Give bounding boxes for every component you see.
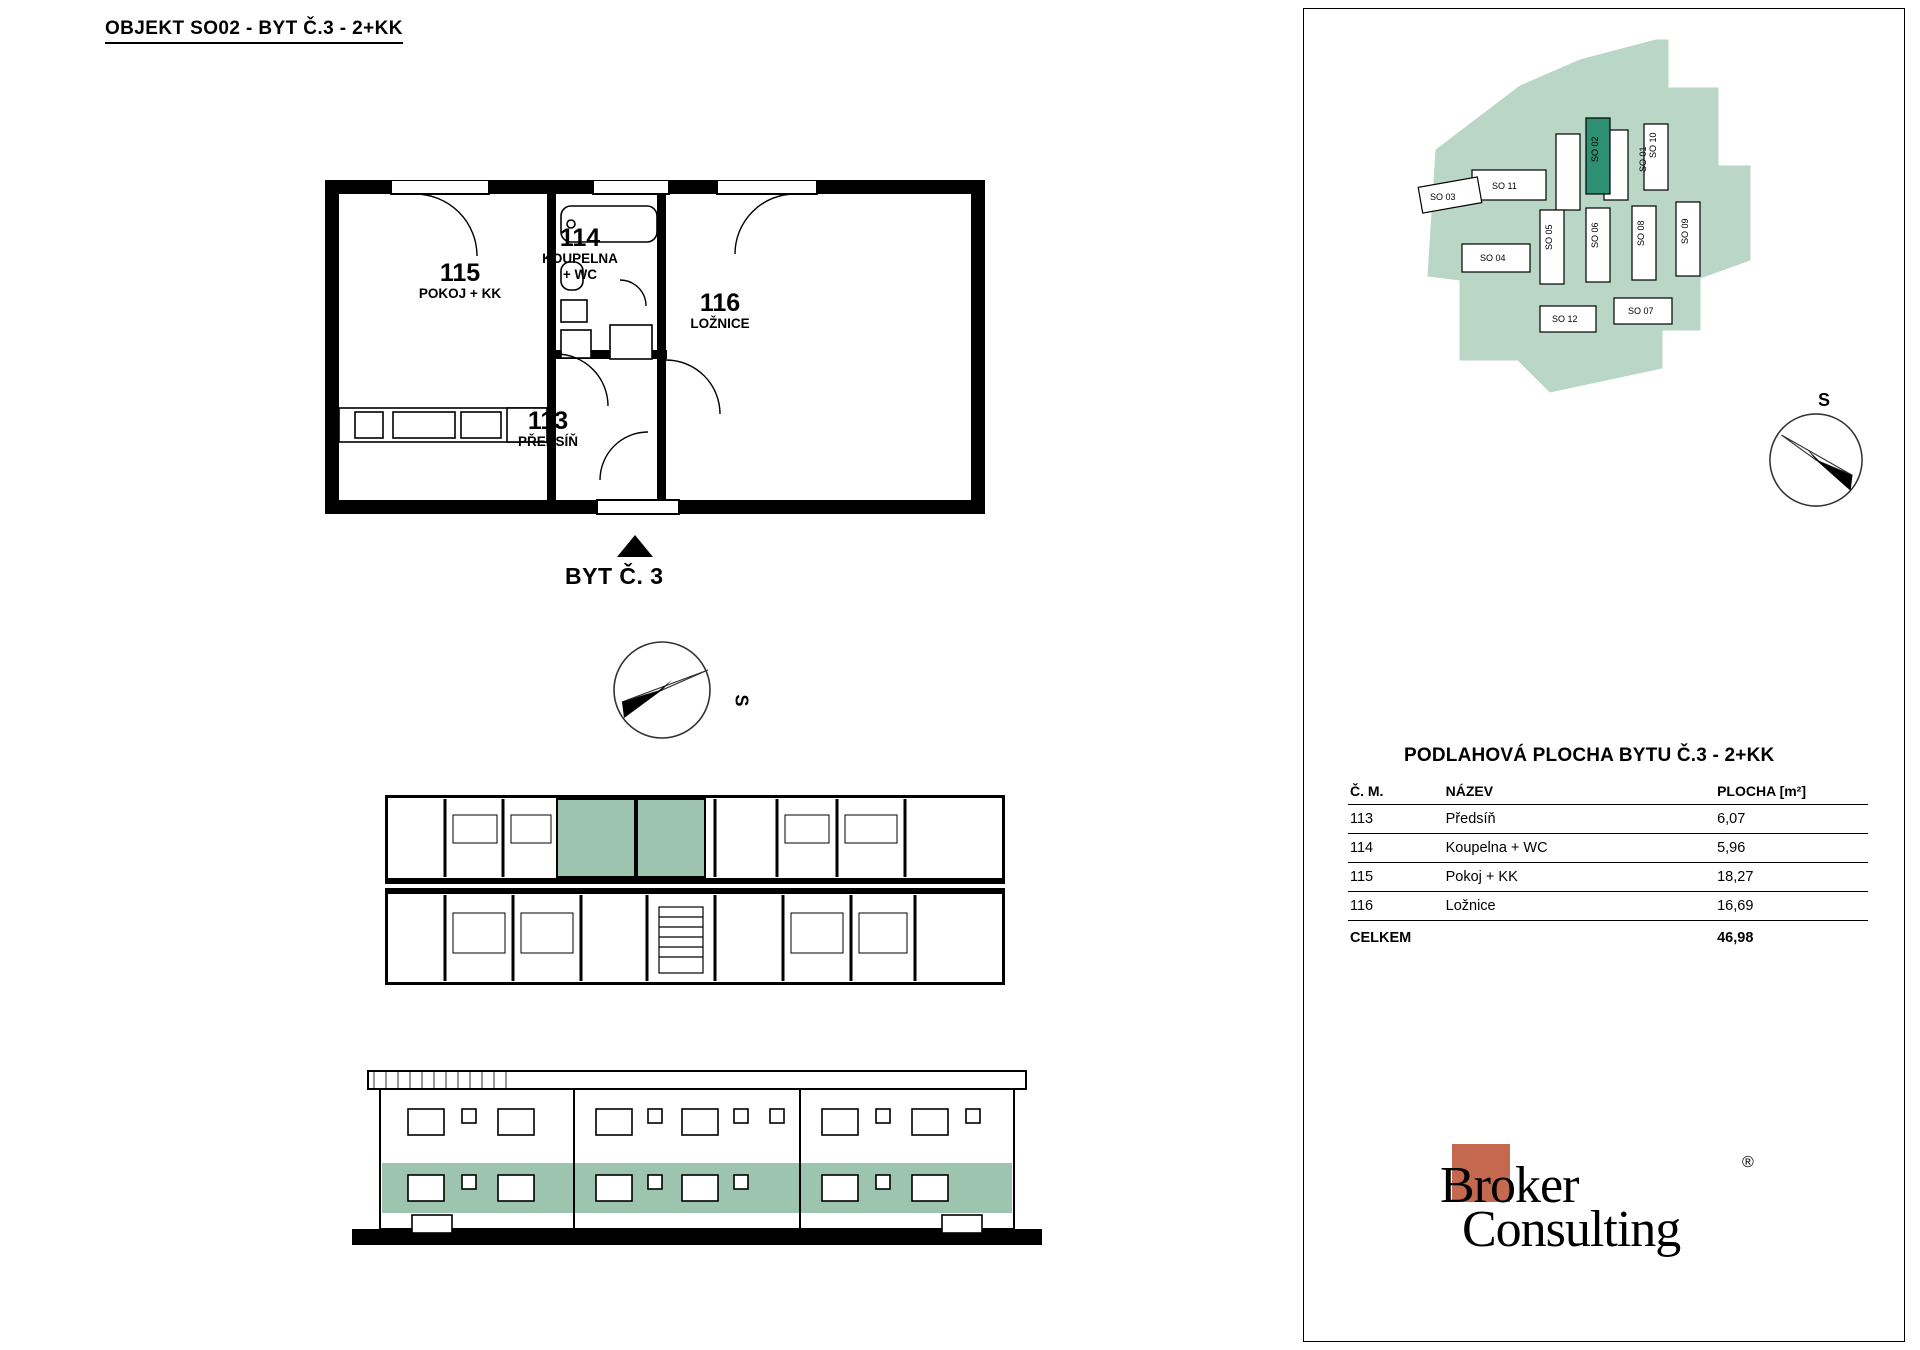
cell-room-name: Předsíň (1444, 805, 1715, 834)
cell-room-area: 5,96 (1715, 834, 1868, 863)
entrance-arrow-icon (617, 535, 653, 557)
area-table-title: PODLAHOVÁ PLOCHA BYTU Č.3 - 2+KK (1404, 745, 1775, 766)
cell-total-spacer (1444, 921, 1715, 953)
header-room-area: PLOCHA [m²] (1715, 778, 1868, 805)
svg-text:SO 02: SO 02 (1590, 136, 1600, 162)
cell-room-name: Koupelna + WC (1444, 834, 1715, 863)
table-total-row (1348, 921, 1868, 953)
header-room-name: NÁZEV (1444, 778, 1715, 805)
room-label-116: 116 LOŽNICE (690, 289, 750, 332)
svg-text:SO 05: SO 05 (1544, 224, 1554, 250)
logo-registered-mark: ® (1742, 1154, 1754, 1171)
compass-rose-icon (612, 640, 712, 740)
page-title: OBJEKT SO02 - BYT Č.3 - 2+KK (105, 18, 403, 44)
logo-line1: Broker (1440, 1157, 1579, 1214)
room-label-113: 113 PŘEDSÍŇ (517, 407, 578, 450)
cell-total-label: CELKEM (1350, 930, 1412, 946)
compass-south-label-site: S (1818, 390, 1831, 410)
svg-text:SO 03: SO 03 (1430, 192, 1456, 202)
cell-room-area: 16,69 (1715, 892, 1868, 921)
svg-text:SO 06: SO 06 (1590, 222, 1600, 248)
room-label-114: 114 KOUPELNA + WC (542, 224, 618, 282)
svg-text:SO 01: SO 01 (1638, 146, 1648, 172)
brand-logo (1440, 1150, 1840, 1260)
cell-total-value: 46,98 (1717, 930, 1754, 946)
svg-text:SO 04: SO 04 (1480, 253, 1506, 263)
site-plan (1400, 30, 1820, 450)
cell-room-name: Ložnice (1444, 892, 1715, 921)
compass-south-label: S (731, 694, 752, 707)
table-row (1348, 863, 1868, 892)
svg-text:SO 09: SO 09 (1680, 218, 1690, 244)
compass-rose-icon-site (1768, 412, 1864, 508)
svg-text:SO 11: SO 11 (1492, 181, 1517, 191)
building-floor-layout (385, 795, 1005, 985)
area-table (1348, 778, 1868, 952)
unit-caption: BYT Č. 3 (565, 563, 664, 589)
svg-text:SO 12: SO 12 (1552, 314, 1578, 324)
table-row (1348, 834, 1868, 863)
cell-room-number: 116 (1348, 892, 1444, 921)
cell-room-area: 18,27 (1715, 863, 1868, 892)
cell-room-name: Pokoj + KK (1444, 863, 1715, 892)
cell-room-number: 114 (1348, 834, 1444, 863)
cell-room-area: 6,07 (1715, 805, 1868, 834)
building-elevation (352, 1065, 1042, 1260)
table-header-row (1348, 778, 1868, 805)
apartment-floorplan (325, 180, 985, 530)
table-row (1348, 892, 1868, 921)
svg-text:SO 10: SO 10 (1648, 132, 1658, 158)
room-label-115: 115 POKOJ + KK (418, 259, 502, 302)
header-room-number: Č. M. (1348, 778, 1444, 805)
cell-room-number: 113 (1348, 805, 1444, 834)
logo-line2: Consulting (1462, 1201, 1681, 1258)
svg-text:SO 07: SO 07 (1628, 306, 1654, 316)
cell-room-number: 115 (1348, 863, 1444, 892)
svg-text:SO 08: SO 08 (1636, 220, 1646, 246)
table-row (1348, 805, 1868, 834)
